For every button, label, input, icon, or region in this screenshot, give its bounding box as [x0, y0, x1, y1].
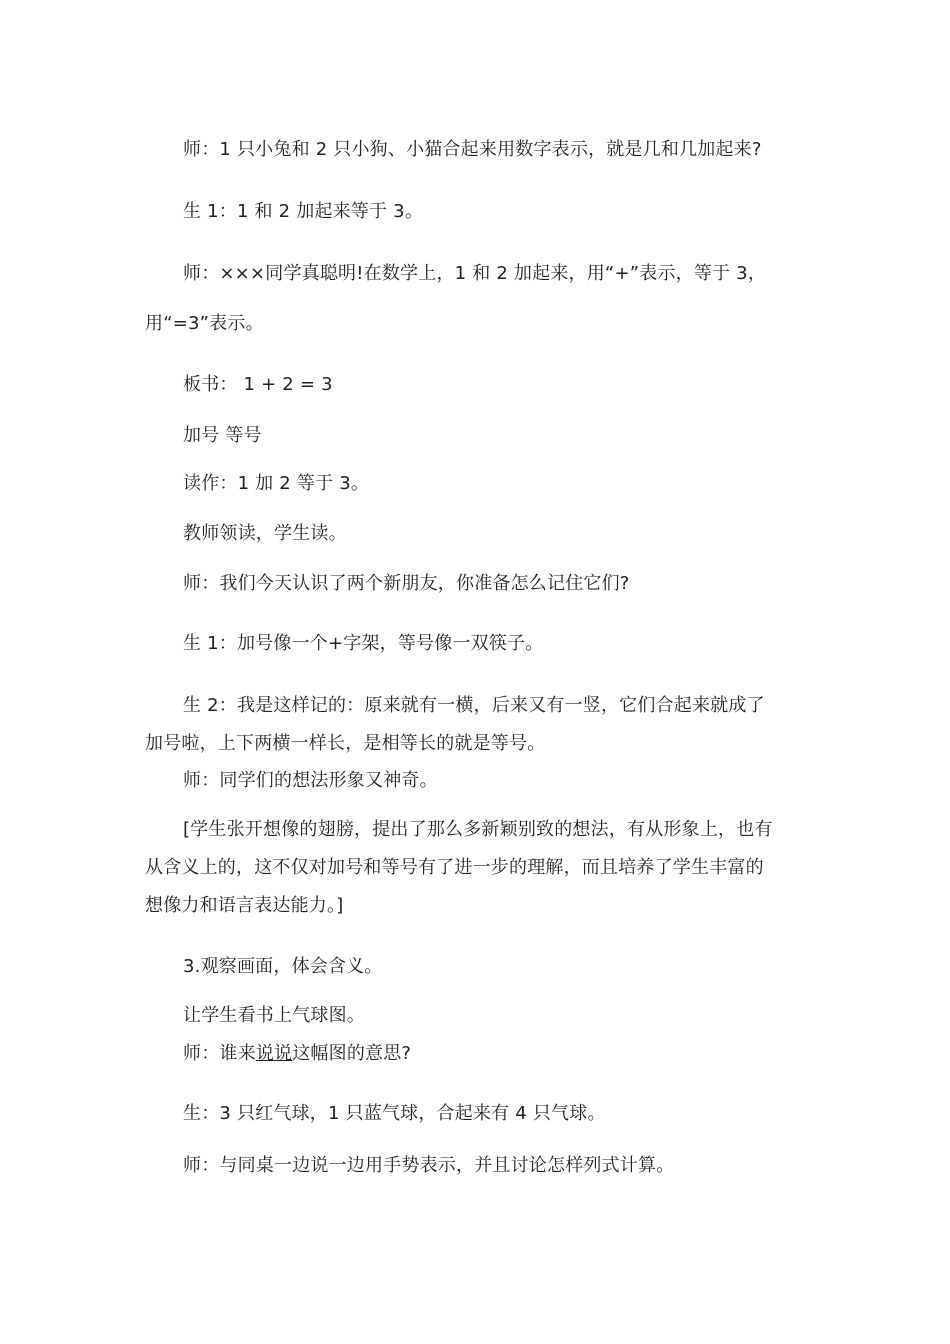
sign-names-line: 加号 等号	[183, 425, 262, 446]
teacher-ask-prefix: 师：谁来	[183, 1043, 256, 1064]
student2-remember-line-2: 加号啦，上下两横一样长，是相等长的就是等号。	[145, 733, 546, 754]
teacher-question-remember-line: 师：我们今天认识了两个新朋友，你准备怎么记住它们?	[183, 573, 630, 594]
teacher-desk-mate-line: 师：与同桌一边说一边用手势表示，并且讨论怎样列式计算。	[183, 1155, 675, 1176]
commentary-line-2: 从含义上的，这不仅对加号和等号有了进一步的理解，而且培养了学生丰富的	[145, 857, 764, 878]
teacher-ask-meaning-line	[183, 1042, 411, 1066]
balloon-picture-line: 让学生看书上气球图。	[183, 1005, 365, 1026]
student2-remember-line-1: 生 2：我是这样记的：原来就有一横，后来又有一竖，它们合起来就成了	[183, 695, 765, 716]
shuoshuo-link[interactable]: 说说	[255, 1043, 293, 1064]
commentary-line-1: [学生张开想像的翅膀，提出了那么多新颖别致的想法，有从形象上，也有	[183, 819, 773, 840]
commentary-line-3: 想像力和语言表达能力。]	[145, 895, 344, 916]
teacher-explanation-line-1: 师：×××同学真聪明!在数学上，1 和 2 加起来，用“+”表示，等于 3，	[183, 263, 767, 284]
teacher-lead-read-line: 教师领读，学生读。	[183, 523, 347, 544]
read-as-line: 读作：1 加 2 等于 3。	[183, 473, 370, 494]
student-balloon-answer-line: 生：3 只红气球，1 只蓝气球，合起来有 4 只气球。	[183, 1103, 606, 1124]
student-answer-line: 生 1：1 和 2 加起来等于 3。	[183, 201, 424, 222]
section-heading-3: 3.观察画面，体会含义。	[183, 956, 383, 977]
teacher-ask-suffix: 这幅图的意思?	[292, 1043, 412, 1064]
board-writing-line: 板书： 1 + 2 = 3	[183, 374, 333, 395]
teacher-question-line: 师：1 只小兔和 2 只小狗、小猫合起来用数字表示，就是几和几加起来?	[183, 139, 762, 160]
teacher-explanation-line-2: 用“=3”表示。	[145, 313, 264, 334]
teacher-praise-line: 师：同学们的想法形象又神奇。	[183, 770, 438, 791]
student1-remember-line: 生 1：加号像一个+字架，等号像一双筷子。	[183, 633, 544, 654]
